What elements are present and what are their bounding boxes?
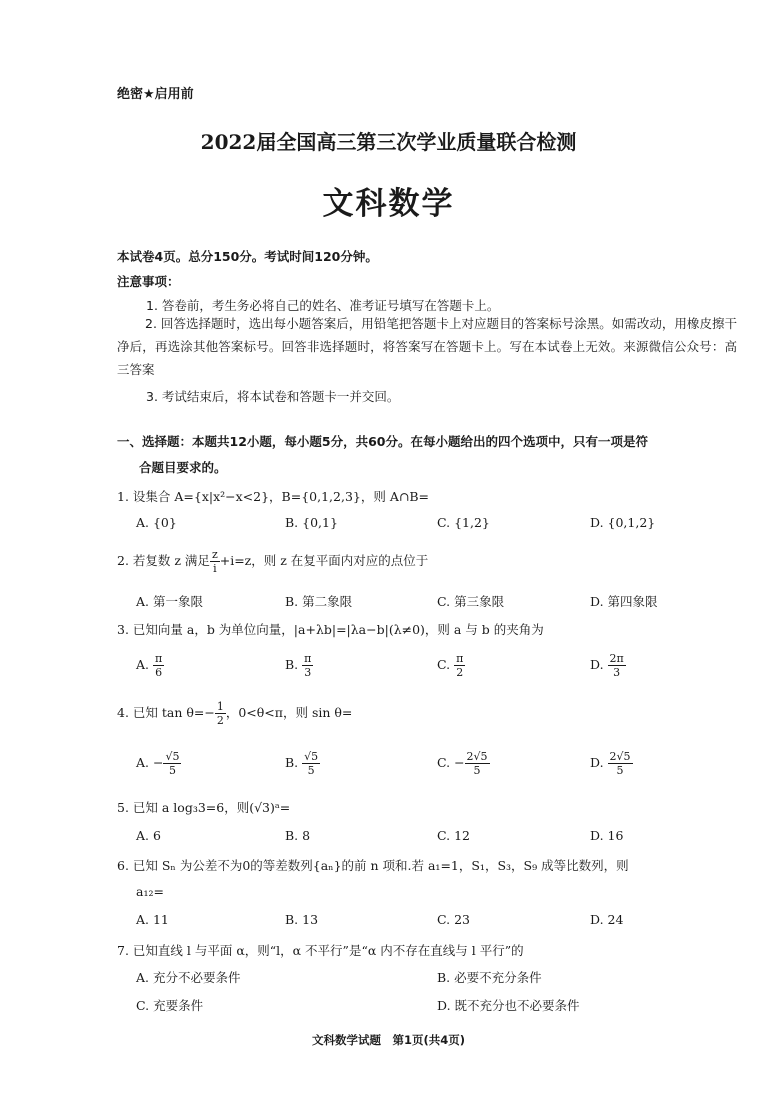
question-4-option-b-frac [302,750,320,777]
question-4-option-b-den: 5 [307,764,315,777]
confidential-label: 绝密★启用前 [117,87,194,102]
note-3: 3. 考试结束后，将本试卷和答题卡一并交回。 [146,389,400,404]
question-4-option-c-label: C. − [437,755,465,770]
question-3-stem: 3. 已知向量 a，b 为单位向量，|a+λb|=|λa−b|(λ≠0)，则 a 与 b 的夹角为 [117,622,544,637]
question-3-option-b-den: 3 [304,666,312,679]
question-3-option-d-den: 3 [613,666,621,679]
question-4-stem-post: ，0<θ<π，则 sin θ= [225,705,353,720]
question-6-option-c: C. 23 [437,912,470,927]
question-3-option-b-label: B. [285,657,299,672]
question-3-option-d-frac [608,652,626,679]
notes-title: 注意事项： [117,274,180,289]
question-4-option-a-den: 5 [168,764,176,777]
question-1-option-d: D. {0,1,2} [590,515,656,530]
question-2-option-a: A. 第一象限 [136,594,203,609]
question-4-option-d-label: D. [590,755,604,770]
question-6-stem-line2: a₁₂= [136,884,164,899]
question-3-option-b-num: π [304,652,312,665]
question-4-fraction [215,700,226,727]
question-1-option-a: A. {0} [136,515,177,530]
note-2: 2. 回答选择题时，选出每小题答案后，用铅笔把答题卡上对应题目的答案标号涂黑。如需改动，用橡皮擦干净后，再选涂其他答案标号。回答非选择题时，将答案写在答题卡上。写在本试卷上无效。来源微信公众号：高三答案 [117,316,737,377]
question-2-option-c: C. 第三象限 [437,594,505,609]
question-3-option-c-frac [454,652,465,679]
question-2-stem-post: +i=z，则 z 在复平面内对应的点位于 [219,553,429,568]
section-heading-line2: 合题目要求的。 [139,460,227,475]
question-4-option-d-num: 2√5 [609,750,631,763]
question-5-option-b: B. 8 [285,828,311,843]
question-6-option-a: A. 11 [136,912,169,927]
question-7-option-d: D. 既不充分也不必要条件 [437,998,580,1013]
subject-title: 文科数学 [322,186,455,222]
question-7-option-b: B. 必要不充分条件 [437,970,542,985]
question-4-option-d-den: 5 [616,764,624,777]
question-2-stem-pre: 2. 若复数 z 满足 [117,553,210,568]
question-2-frac-den: i [213,562,217,575]
question-1-option-c: C. {1,2} [437,515,490,530]
question-4-option-a-frac [163,750,181,777]
question-6-option-d: D. 24 [590,912,624,927]
question-2-frac-num: z [211,548,218,561]
question-3-option-a-label: A. [136,657,150,672]
question-7-option-c: C. 充要条件 [136,998,204,1013]
question-4-option-a [136,750,181,777]
question-3-option-c [437,652,465,679]
question-5-option-d: D. 16 [590,828,624,843]
question-4-stem [117,700,352,727]
exam-title: 2022届全国高三第三次学业质量联合检测 [200,130,577,154]
exam-info: 本试卷4页。总分150分。考试时间120分钟。 [117,249,378,264]
question-3-option-b [285,652,313,679]
question-1-option-b: B. {0,1} [285,515,338,530]
question-4-option-c-num: 2√5 [466,750,488,763]
question-3-option-a [136,652,164,679]
question-4-option-b-label: B. [285,755,299,770]
question-3-option-a-num: π [155,652,163,665]
question-6-option-b: B. 13 [285,912,319,927]
question-2-fraction [210,548,220,575]
question-4-option-d-frac [608,750,633,777]
question-3-option-d-label: D. [590,657,604,672]
question-3-option-d-num: 2π [609,652,624,665]
question-4-stem-pre: 4. 已知 tan θ=− [117,705,215,720]
question-3-option-c-label: C. [437,657,451,672]
question-4-option-a-label: A. − [136,755,164,770]
question-4-option-c-den: 5 [473,764,481,777]
question-7-option-a: A. 充分不必要条件 [136,970,241,985]
question-3-option-b-frac [302,652,313,679]
question-5-option-c: C. 12 [437,828,470,843]
question-5-option-a: A. 6 [136,828,161,843]
note-1: 1. 答卷前，考生务必将自己的姓名、准考证号填写在答题卡上。 [146,298,500,313]
page-footer: 文科数学试题 第1页(共4页) [311,1033,465,1047]
question-4-option-b-num: √5 [304,750,319,763]
question-3-option-d [590,652,626,679]
question-4-option-d [590,750,633,777]
question-4-frac-den: 2 [216,714,224,727]
question-6-stem: 6. 已知 Sₙ 为公差不为0的等差数列{aₙ}的前 n 项和.若 a₁=1，S₁，S₃，S₉ 成等比数列，则 [117,858,629,873]
question-3-option-c-den: 2 [456,666,464,679]
question-4-option-b [285,750,320,777]
question-4-frac-num: 1 [216,700,224,713]
question-5-stem: 5. 已知 a log₃3=6，则(√3)ᵃ= [117,800,291,815]
question-3-option-c-num: π [456,652,464,665]
question-1-stem: 1. 设集合 A={x|x²−x<2}，B={0,1,2,3}，则 A∩B= [117,489,429,504]
question-3-option-a-frac [153,652,164,679]
question-2-option-d: D. 第四象限 [590,594,658,609]
question-2-stem [117,548,428,575]
question-4-option-a-num: √5 [165,750,180,763]
question-7-stem: 7. 已知直线 l 与平面 α，则“l，α 不平行”是“α 内不存在直线与 l 平行”的 [117,943,524,958]
question-4-option-c [437,750,490,777]
question-3-option-a-den: 6 [155,666,163,679]
section-heading-line1: 一、选择题：本题共12小题，每小题5分，共60分。在每小题给出的四个选项中，只有一项是符 [117,434,648,449]
question-2-option-b: B. 第二象限 [285,594,353,609]
question-4-option-c-frac [465,750,490,777]
